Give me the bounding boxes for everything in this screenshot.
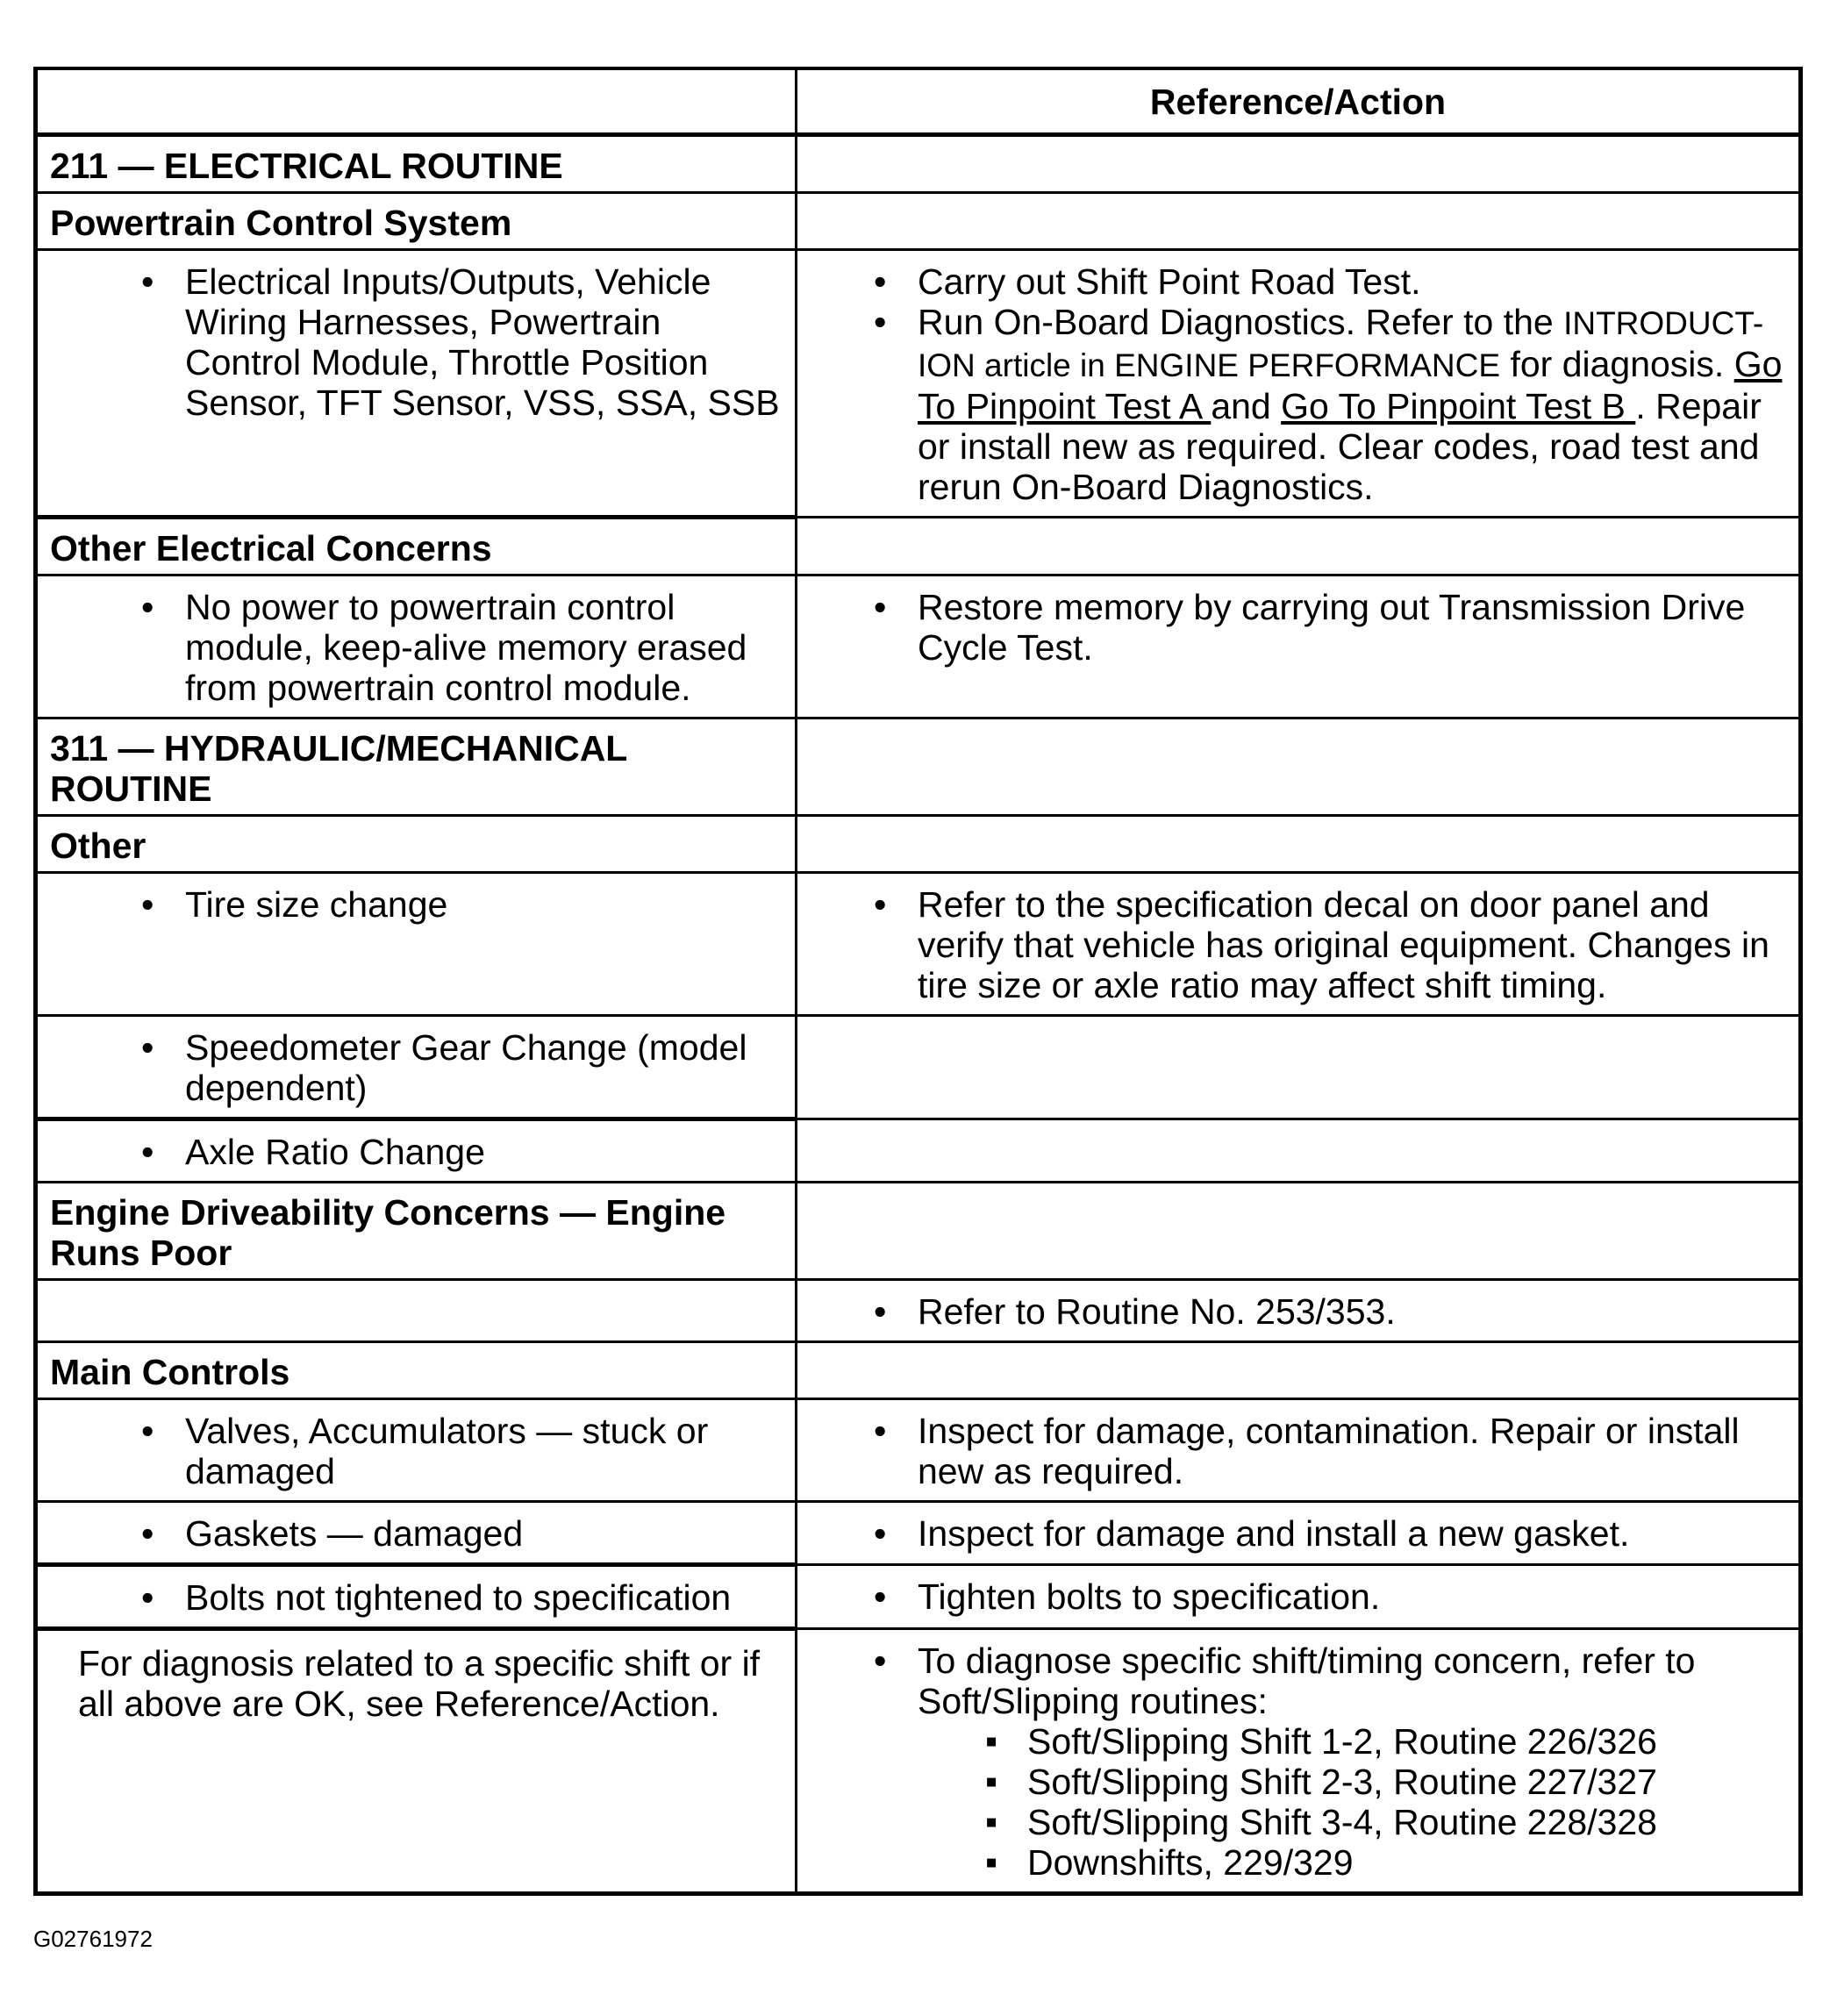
subsection-title-main-controls: Main Controls xyxy=(36,1342,797,1399)
empty-cell xyxy=(797,1342,1801,1399)
subsection-row xyxy=(36,193,1801,250)
condition-cell xyxy=(36,1016,797,1119)
figure-id: G02761972 xyxy=(33,1926,153,1952)
section-row xyxy=(36,135,1801,193)
table-row xyxy=(36,1280,1801,1342)
action-item: • Refer to Routine No. 253/353. xyxy=(918,1291,1784,1332)
section-title-311: 311 — HYDRAULIC/MECHANICAL ROUTINE xyxy=(36,718,797,816)
condition-cell xyxy=(36,1119,797,1183)
empty-cell xyxy=(797,718,1801,816)
action-text: and xyxy=(1211,386,1282,426)
condition-cell xyxy=(36,1565,797,1629)
table-row xyxy=(36,1565,1801,1629)
action-cell xyxy=(797,1399,1801,1502)
action-text: To diagnose specific shift/timing concern, refer to Soft/Slipping routines: xyxy=(918,1641,1696,1721)
action-item xyxy=(918,302,1784,507)
table-row xyxy=(36,873,1801,1016)
condition-cell xyxy=(36,1502,797,1565)
empty-cell xyxy=(797,135,1801,193)
empty-cell xyxy=(797,1016,1801,1119)
condition-item: • Valves, Accumulators — stuck or damaged xyxy=(185,1411,781,1491)
condition-cell xyxy=(36,873,797,1016)
action-cell xyxy=(797,250,1801,518)
condition-item: • Axle Ratio Change xyxy=(185,1132,781,1172)
empty-cell xyxy=(797,816,1801,873)
action-text: Run On-Board Diagnostics. Refer to the xyxy=(918,302,1564,342)
diagnostic-table xyxy=(33,67,1803,1896)
condition-cell xyxy=(36,575,797,718)
subsection-title-other-electrical-concerns: Other Electrical Concerns xyxy=(36,518,797,575)
condition-item: • Speedometer Gear Change (model dependent) xyxy=(185,1027,781,1108)
action-item: • Restore memory by carrying out Transmission Drive Cycle Test. xyxy=(918,587,1784,668)
subsection-row xyxy=(36,816,1801,873)
action-cell xyxy=(797,1629,1801,1894)
routine-item: ▪ Downshifts, 229/329 xyxy=(1027,1842,1784,1883)
action-item: • Carry out Shift Point Road Test. xyxy=(918,261,1784,302)
empty-cell xyxy=(797,1119,1801,1183)
subsection-title-powertrain-control-system: Powertrain Control System xyxy=(36,193,797,250)
empty-cell xyxy=(797,518,1801,575)
note-cell xyxy=(36,1629,797,1894)
section-row xyxy=(36,718,1801,816)
subsection-title-engine-driveability: Engine Driveability Concerns — Engine Runs Poor xyxy=(36,1183,797,1280)
subsection-row xyxy=(36,1342,1801,1399)
table-row xyxy=(36,575,1801,718)
action-text: . Repair or install new as required. Clear codes, road test and rerun On-Board Diagnostics. xyxy=(918,386,1762,507)
action-cell xyxy=(797,873,1801,1016)
table-row xyxy=(36,1629,1801,1894)
subsection-title-other: Other xyxy=(36,816,797,873)
condition-item: • No power to powertrain control module, keep-alive memory erased from powertrain control module. xyxy=(185,587,781,708)
note-text: For diagnosis related to a specific shift or if all above are OK, see Reference/Action. xyxy=(78,1643,761,1724)
header-condition-cell xyxy=(36,68,797,135)
section-title-211: 211 — ELECTRICAL ROUTINE xyxy=(36,135,797,193)
action-cell xyxy=(797,575,1801,718)
table-row xyxy=(36,250,1801,518)
pinpoint-test-b-link[interactable]: Go To Pinpoint Test B xyxy=(1281,386,1636,426)
action-item: • Inspect for damage and install a new gasket. xyxy=(918,1513,1784,1554)
condition-item: • Tire size change xyxy=(185,884,781,925)
table-row xyxy=(36,1119,1801,1183)
action-cell xyxy=(797,1280,1801,1342)
empty-cell xyxy=(797,193,1801,250)
table-row xyxy=(36,1016,1801,1119)
action-item: • Tighten bolts to specification. xyxy=(918,1576,1784,1617)
header-reference-action: Reference/Action xyxy=(797,68,1801,135)
action-cell xyxy=(797,1565,1801,1629)
empty-cell xyxy=(797,1183,1801,1280)
action-item: • Inspect for damage, contamination. Repair or install new as required. xyxy=(918,1411,1784,1491)
action-cell xyxy=(797,1502,1801,1565)
article-reference: INTRODUCT-ION article in ENGINE PERFORMANCE xyxy=(918,305,1764,383)
condition-item: • Gaskets — damaged xyxy=(185,1513,781,1554)
table-row xyxy=(36,1502,1801,1565)
condition-cell xyxy=(36,1399,797,1502)
empty-cell xyxy=(36,1280,797,1342)
condition-item: • Electrical Inputs/Outputs, Vehicle Wiring Harnesses, Powertrain Control Module, Throttle Position Sensor, TFT Sensor, VSS, SSA, SSB xyxy=(185,261,781,423)
subsection-row xyxy=(36,1183,1801,1280)
routine-list xyxy=(918,1721,1784,1883)
table-row xyxy=(36,1399,1801,1502)
action-item xyxy=(918,1641,1784,1883)
pinpoint-test-a-link[interactable]: Go To Pinpoint Test A xyxy=(918,344,1783,426)
action-item: • Refer to the specification decal on door panel and verify that vehicle has original equipment. Changes in tire size or axle ratio may affect shift timing. xyxy=(918,884,1784,1005)
table-header-row xyxy=(36,68,1801,135)
subsection-row xyxy=(36,518,1801,575)
routine-item: ▪ Soft/Slipping Shift 2-3, Routine 227/327 xyxy=(1027,1762,1784,1802)
action-text: for diagnosis. xyxy=(1500,344,1734,384)
condition-cell xyxy=(36,250,797,518)
condition-item: • Bolts not tightened to specification xyxy=(185,1577,781,1618)
routine-item: ▪ Soft/Slipping Shift 1-2, Routine 226/326 xyxy=(1027,1721,1784,1762)
routine-item: ▪ Soft/Slipping Shift 3-4, Routine 228/328 xyxy=(1027,1802,1784,1842)
